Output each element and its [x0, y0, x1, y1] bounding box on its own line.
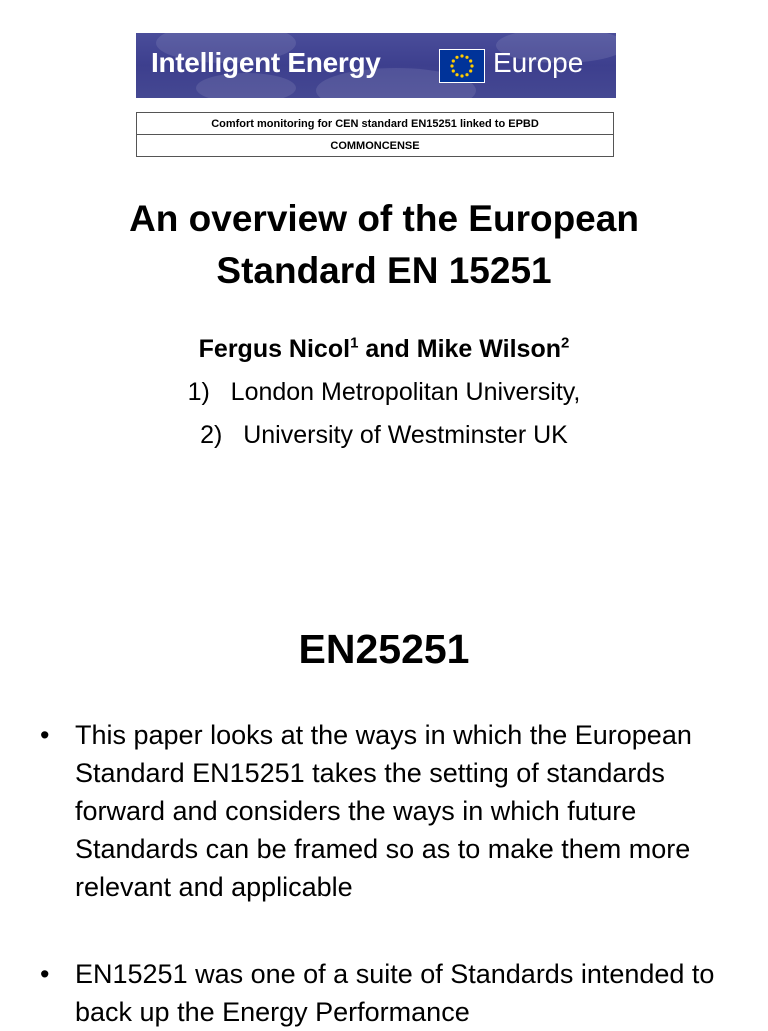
project-info-table: [136, 112, 614, 157]
authors-line: [0, 333, 768, 365]
slide-title-line-1: An overview of the European: [129, 198, 639, 239]
project-name-cell: COMMONCENSE: [137, 135, 614, 157]
info-row-project-name: [137, 135, 614, 157]
authors-connector: and: [358, 335, 417, 363]
author-2-name: Mike Wilson: [416, 335, 561, 363]
eu-stars-icon: [440, 50, 484, 82]
banner-title: Intelligent Energy: [151, 47, 381, 78]
bullet-item-2: [40, 955, 730, 1031]
slide-title-line-2: Standard EN 15251: [216, 250, 552, 291]
affiliation-1: 1) London Metropolitan University,: [187, 378, 581, 406]
author-1-name: Fergus Nicol: [198, 335, 351, 363]
author-1-superscript: 1: [350, 334, 359, 352]
bullet-text-1: This paper looks at the ways in which the European Standard EN15251 takes the setting of standards forward and considers the ways in which future Standards can be framed so as to make them more relevant and applicable: [75, 720, 692, 902]
slide-title: [0, 193, 768, 297]
info-row-project-description: [137, 113, 614, 135]
bullet-text-2: EN15251 was one of a suite of Standards intended to back up the Energy Performance: [75, 959, 715, 1027]
bullet-marker-1: •: [40, 720, 50, 750]
bullet-marker-2: •: [40, 959, 50, 989]
author-2-superscript: 2: [561, 334, 570, 352]
eu-flag-icon: [439, 49, 485, 83]
intelligent-energy-europe-banner: [136, 33, 616, 98]
banner-subtitle: Europe: [493, 47, 584, 78]
affiliation-2: 2) University of Westminster UK: [200, 421, 568, 449]
section-title: EN25251: [298, 626, 470, 672]
bullet-item-1: [40, 716, 730, 906]
project-description-cell: Comfort monitoring for CEN standard EN15251 linked to EPBD: [137, 113, 614, 135]
